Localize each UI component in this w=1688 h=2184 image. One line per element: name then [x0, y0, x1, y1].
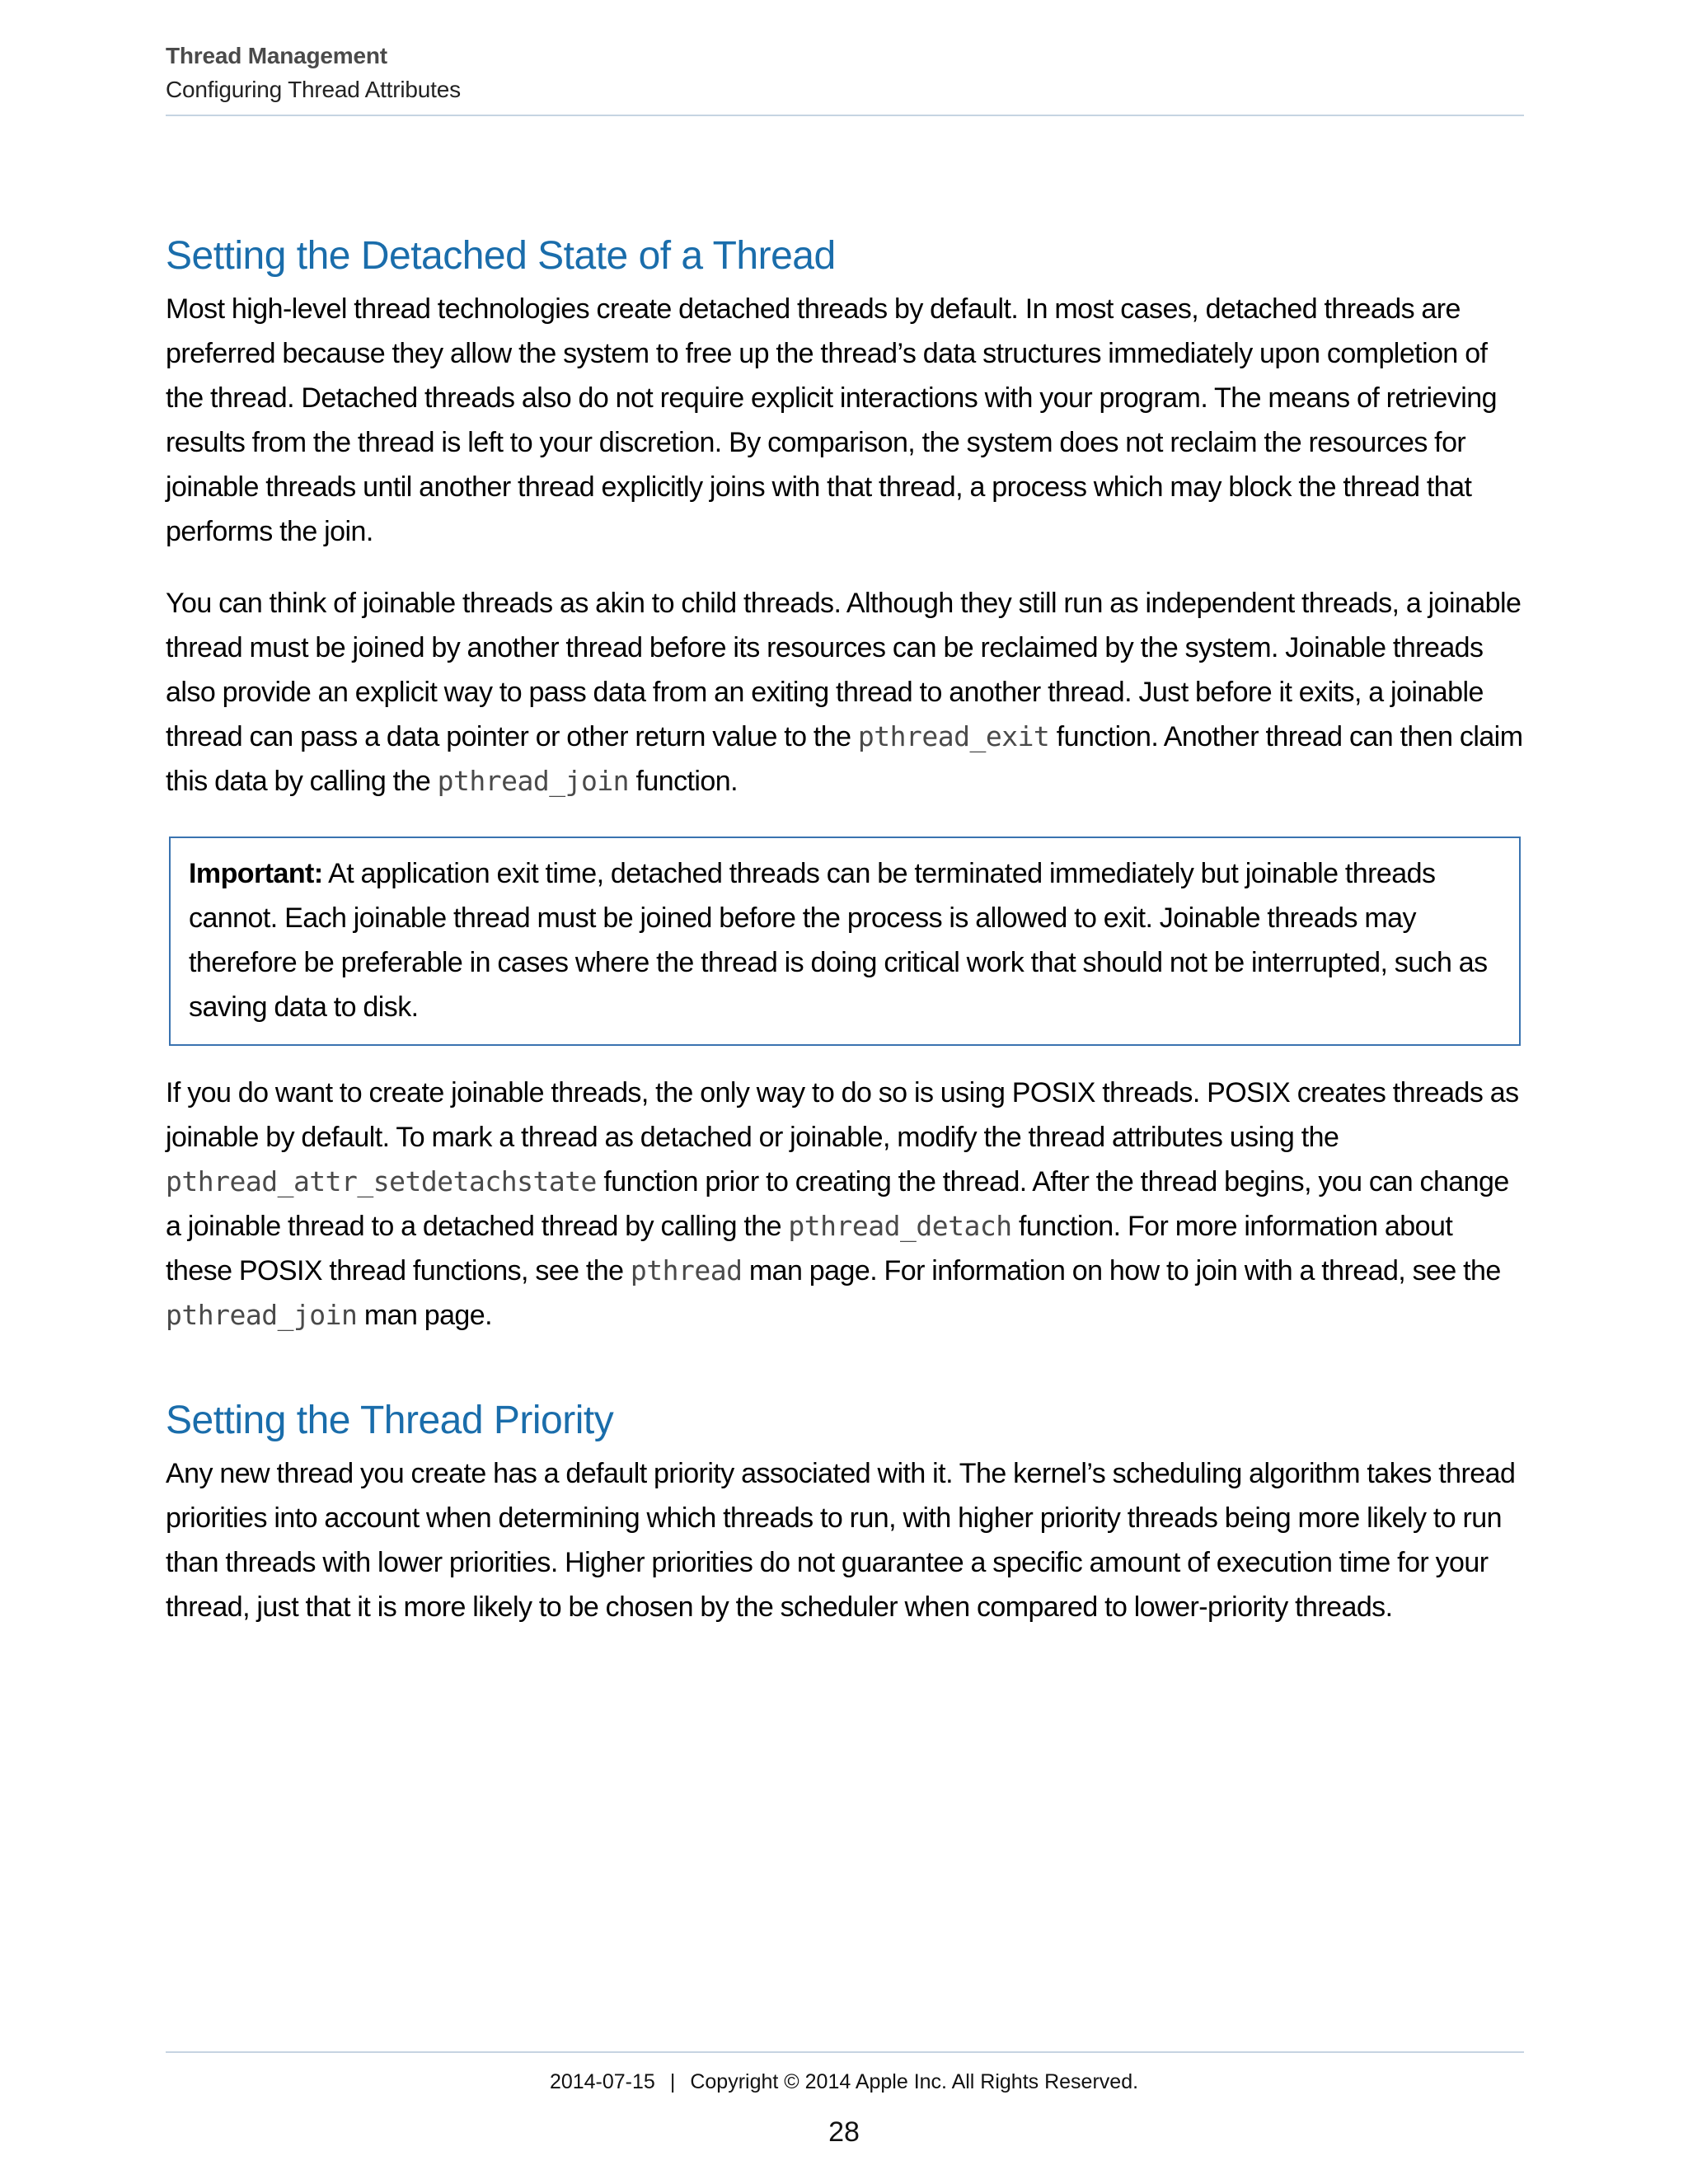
footer-copyright: Copyright © 2014 Apple Inc. All Rights Reserved. — [690, 2070, 1139, 2093]
text-run: function prior to creating the thread. After the thread begins, you can change a joinable thread to a detached thread by calling the — [166, 1166, 1509, 1242]
code-pthread-detach: pthread_detach — [788, 1210, 1012, 1242]
text-run: man page. — [357, 1300, 493, 1331]
paragraph-thread-priority: Any new thread you create has a default priority associated with it. The kernel’s scheduling algorithm takes thread priorities into account when determining which threads to run, with higher priority threads being more likely to run than threads with lower priorities. Higher priorities do not guarantee a specific amount of execution time for your thread, just that it is more likely to be chosen by the scheduler when compared to lower-priority threads. — [166, 1458, 1516, 1623]
important-callout — [169, 837, 1521, 1046]
text-run: If you do want to create joinable threads, the only way to do so is using POSIX threads. POSIX creates threads as joinable by default. To mark a thread as detached or joinable, modify the thread attributes using the — [166, 1077, 1519, 1153]
code-pthread-exit: pthread_exit — [857, 720, 1050, 752]
paragraph-posix-joinable — [166, 1071, 1524, 1338]
header-section-title: Configuring Thread Attributes — [166, 77, 461, 102]
text-run: function. — [629, 766, 738, 797]
main-content — [166, 226, 1524, 1629]
text-run: function. For more information about these POSIX thread functions, see the — [166, 1211, 1453, 1286]
code-pthread-join: pthread_join — [437, 765, 630, 797]
footer-divider — [166, 2051, 1524, 2053]
section-heading-detached-state: Setting the Detached State of a Thread — [166, 234, 836, 278]
section-heading-thread-priority: Setting the Thread Priority — [166, 1399, 614, 1442]
page-header — [166, 40, 1524, 107]
header-chapter-title: Thread Management — [166, 43, 387, 68]
paragraph-detached-intro: Most high-level thread technologies create detached threads by default. In most cases, detached threads are preferred because they allow the system to free up the thread’s data structures immediately upon completion of the thread. Detached threads also do not require explicit interactions with your program. The means of retrieving results from the thread is left to your discretion. By comparison, the system does not reclaim the resources for joinable threads until another thread explicitly joins with that thread, a process which may block the thread that performs the join. — [166, 293, 1498, 547]
footer — [0, 2067, 1688, 2097]
text-run: You can think of joinable threads as akin to child threads. Although they still run as independent threads, a joinable thread must be joined by another thread before its resources can be reclaimed by the system. Joinable threads also provide an explicit way to pass data from an exiting thread to another thread. Just before it exits, a joinable thread can pass a data pointer or other return value to the — [166, 588, 1522, 752]
code-pthread-attr-setdetachstate: pthread_attr_setdetachstate — [166, 1165, 597, 1197]
header-divider — [166, 115, 1524, 116]
code-pthread-join: pthread_join — [166, 1299, 358, 1331]
important-label: Important: — [189, 858, 323, 889]
text-run: man page. For information on how to join with a thread, see the — [742, 1255, 1501, 1286]
page-number: 28 — [828, 2116, 860, 2148]
footer-separator: | — [669, 2070, 676, 2093]
text-run: function. Another thread can then claim this data by calling the — [166, 721, 1523, 797]
paragraph-joinable-threads — [166, 581, 1524, 804]
code-pthread: pthread — [630, 1254, 743, 1286]
footer-date: 2014-07-15 — [549, 2070, 655, 2093]
important-text — [189, 851, 1501, 1029]
important-body: At application exit time, detached threads can be terminated immediately but joinable threads cannot. Each joinable thread must be joined before the process is allowed to exit. Joinable threads may therefore be preferable in cases where the thread is doing critical work that should not be interrupted, such as saving data to disk. — [189, 858, 1488, 1023]
